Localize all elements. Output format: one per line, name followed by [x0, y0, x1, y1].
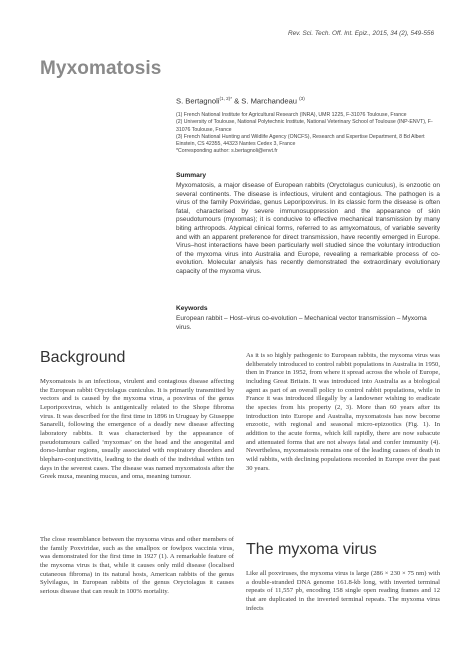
summary-text: Myxomatosis, a major disease of European rabbits (Oryctolagus cuniculus), is enzootic on several continents. The disease is infectious, virulent and contagious. The pathogen is a virus of the family Poxviridae, genus Leporipoxvirus. In its classic form the disease is often fatal, characterised by severe immunosuppression and the appearance of skin pseudotumours (myxomas); it is conducive to effective mechanical transmission by many biting arthropods. Atypical clinical forms, referred to as amyxomatous, of variable severity and with an apparent preference for direct transmission, have recently emerged in Europe. Virus–host interactions have been particularly well studied since the voluntary introduction of the myxoma virus into Australia and Europe, revealing a remarkable process of co-evolution. Molecular analysis has recently demonstrated the extraordinary evolutionary capacity of the myxoma virus.	[176, 182, 440, 275]
author-name: S. Marchandeau	[241, 96, 298, 106]
author-line	[176, 96, 305, 106]
author-separator: &	[232, 96, 242, 106]
affiliations-block	[176, 112, 440, 156]
affiliation-item: (2) University of Toulouse, National Polytechnic Institute, National Veterinary School of Toulouse (INP-ENVT), F-31076 Toulouse, France	[176, 119, 433, 133]
author-affiliation-mark: (3)	[299, 96, 305, 101]
section-heading-myxoma-virus: The myxoma virus	[246, 541, 377, 558]
body-paragraph: The close resemblance between the myxoma virus and other members of the family Poxviridae, such as the smallpox or fowlpox vaccinia virus, was demonstrated for the first time in 1927 (1). A remarkable feature of the myxoma virus is that, while it causes only mild disease (localised cutaneous fibroma) in its natural hosts, American rabbits of the genus Sylvilagus, in European rabbits of the genus Oryctolagus it causes serious disease that can result in 100% mortality.	[40, 536, 234, 595]
author-name: S. Bertagnoli	[176, 96, 220, 106]
article-title: Myxomatosis	[40, 58, 162, 79]
body-paragraph: Myxomatosis is an infectious, virulent and contagious disease affecting the European rabbit Oryctolagus cuniculus. It is primarily transmitted by vectors and is caused by the myxoma virus, a poxvirus of the genus Leporipoxvirus, which is antigenically related to the Shope fibroma virus. It was described for the first time in 1896 in Uruguay by Giuseppe Sanarelli, following the emergence of a deadly new disease affecting laboratory rabbits. It was characterised by the appearance of pseudotumours called ‘myxomas’ on the head and the anogenital and dorso-lumbar regions, usually associated with respiratory disorders and blepharo-conjunctivitis, leading to the death of the individual within ten days in the severest cases. The disease was named myxomatosis after the Greek muxa, meaning mucus, and oma, meaning tumour.	[40, 378, 234, 481]
keywords-heading: Keywords	[176, 305, 208, 312]
keywords-text: European rabbit – Host–virus co-evolution – Mechanical vector transmission – Myxoma virus.	[176, 315, 427, 331]
body-paragraph: As it is so highly pathogenic to European rabbits, the myxoma virus was deliberately introduced to control rabbit populations in Australia in 1950, then in France in 1952, from where it spread across the whole of Europe, including Great Britain. It was introduced into Australia as a biological agent as part of an overall policy to control rabbit populations, while in France it was introduced illegally by a landowner wishing to eradicate the species from his property (2, 3). More than 60 years after its introduction into Europe and Australia, myxomatosis has now become enzootic, with regional and seasonal micro-epizootics (Fig. 1). In addition to the acute forms, which kill rapidly, there are now subacute and attenuated forms that are not always fatal and confer immunity (4). Nevertheless, myxomatosis remains one of the leading causes of death in wild rabbits, with declining populations recorded in Europe over the past 30 years.	[246, 352, 440, 472]
author-affiliation-mark: (1, 2)*	[219, 96, 232, 101]
affiliation-item: (1) French National Institute for Agricultural Research (INRA), UMR 1225, F-31076 Toulouse, France	[176, 112, 407, 118]
section-heading-background: Background	[40, 349, 126, 366]
summary-heading: Summary	[176, 172, 207, 179]
affiliation-item: (3) French National Hunting and Wildlife Agency (ONCFS), Research and Expertise Department, 8 Bd Albert Einstein, CS 42355, 44323 Nantes Cedex 3, France	[176, 133, 425, 148]
journal-reference: Rev. Sci. Tech. Off. Int. Epiz., 2015, 34 (2), 549-556	[288, 30, 434, 37]
body-paragraph: Like all poxviruses, the myxoma virus is large (286 × 230 × 75 nm) with a double-stranded DNA genome 161.8-kb long, with inverted terminal repeats of 11,557 pb, encoding 158 single open reading frames and 12 that are duplicated in the inverted terminal repeats. The myxoma virus infects	[246, 570, 440, 612]
corresponding-author: *Corresponding author: s.bertagnoli@envt.fr	[176, 148, 278, 155]
